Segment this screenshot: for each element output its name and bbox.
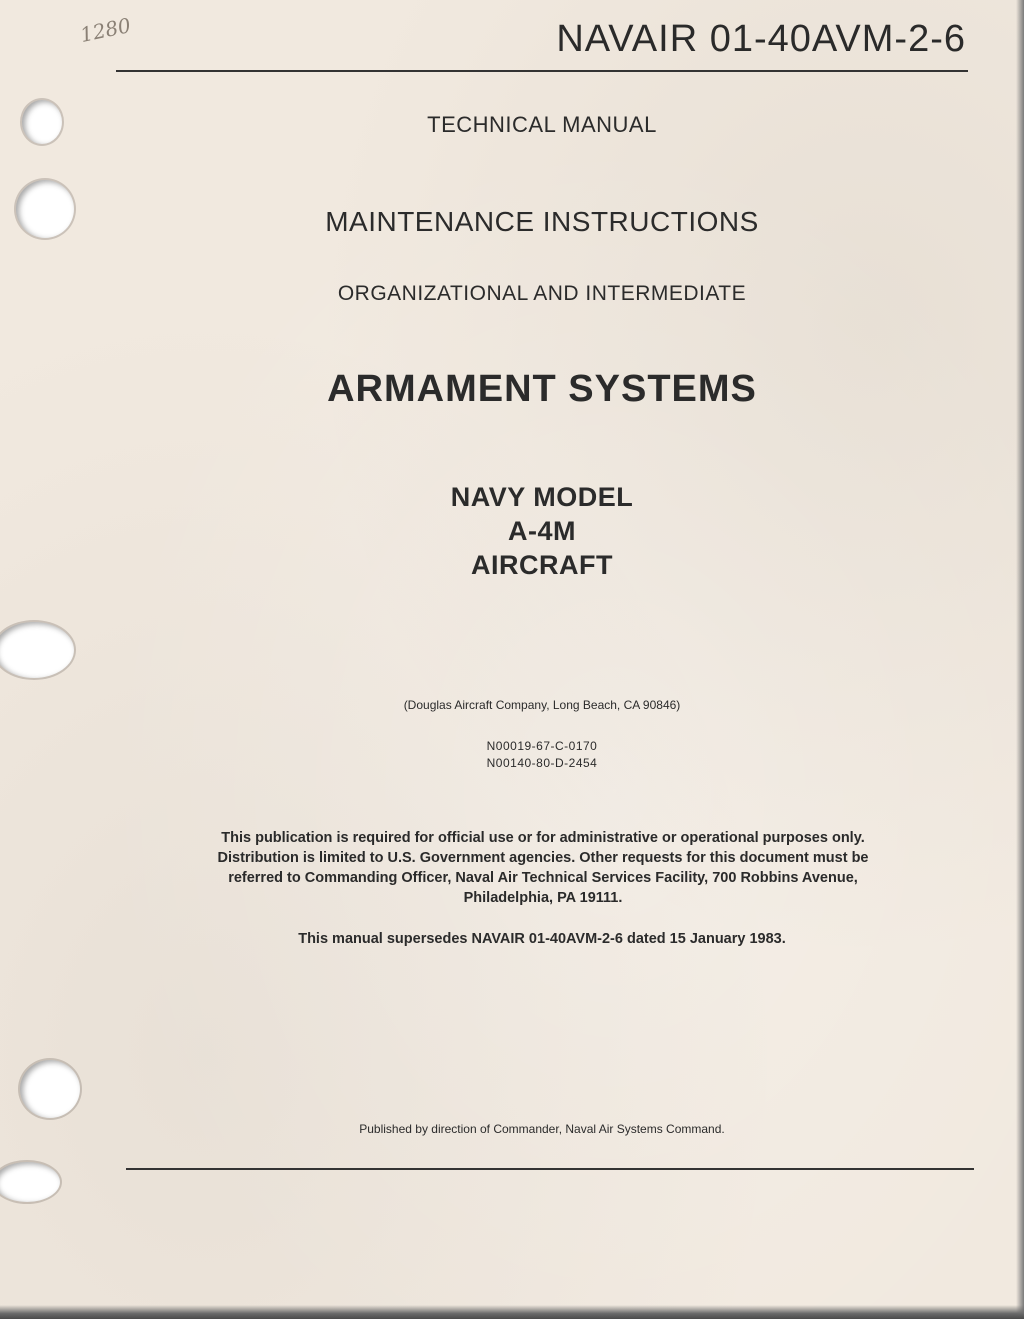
page-title: ARMAMENT SYSTEMS [327,368,757,410]
model-line: AIRCRAFT [471,550,613,580]
distribution-notice: This publication is required for official use or for administrative or operational purposes only. Distribution is limited to U.S. Government agencies. Other requests for this document must be referred to Commanding Officer, Naval Air Technical Services Facility, 700 Robbins Avenue, Philadelphia, PA 19111. [217,830,869,906]
supersedes-notice: This manual supersedes NAVAIR 01-40AVM-2-6 dated 15 January 1983. [298,931,786,947]
contract-number: N00140-80-D-2454 [486,756,598,770]
model-line: NAVY MODEL [450,482,634,512]
company-line: (Douglas Aircraft Company, Long Beach, CA 90846) [403,698,681,712]
published-by: Published by direction of Commander, Naval Air Systems Command. [359,1122,725,1136]
binder-hole [20,1060,80,1118]
contract-numbers [0,738,1024,772]
handwritten-note: 1280 [78,12,133,48]
contract-number: N00019-67-C-0170 [486,739,598,753]
aircraft-model [0,480,1024,582]
header-label: TECHNICAL MANUAL [427,112,657,137]
binder-hole [0,1162,60,1202]
document-number: NAVAIR 01-40AVM-2-6 [556,18,966,60]
subtitle: MAINTENANCE INSTRUCTIONS [325,206,759,237]
page-edge [0,1305,1024,1319]
bottom-rule [126,1168,974,1170]
top-rule [116,70,968,72]
page-edge [1016,0,1024,1319]
model-line: A-4M [508,516,576,546]
binder-hole [0,622,74,678]
maintenance-level: ORGANIZATIONAL AND INTERMEDIATE [337,282,747,305]
